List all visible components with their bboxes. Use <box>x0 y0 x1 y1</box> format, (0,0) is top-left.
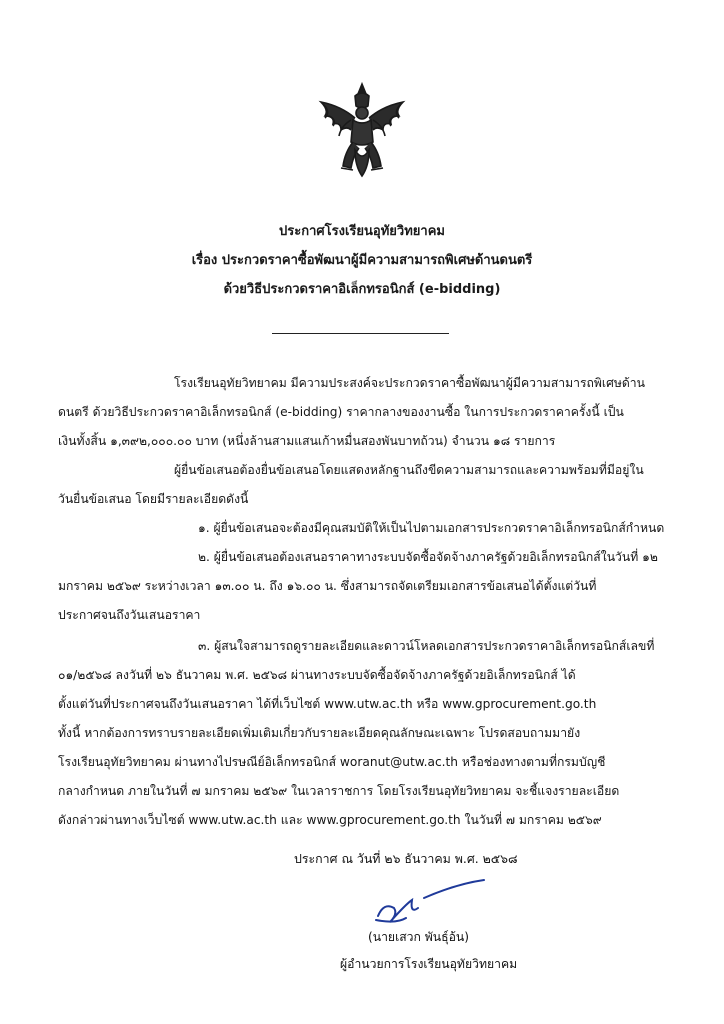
body-line: มกราคม ๒๕๖๙ ระหว่างเวลา ๑๓.๐๐ น. ถึง ๑๖.๐๐ น. ซึ่งสามารถจัดเตรียมเอกสารข้อเสนอได้ตั้งแต่วันที่ <box>58 579 597 593</box>
body-line: โรงเรียนอุทัยวิทยาคม มีความประสงค์จะประกวดราคาซื้อพัฒนาผู้มีความสามารถพิเศษด้าน <box>174 376 645 390</box>
body-line: ทั้งนี้ หากต้องการทราบรายละเอียดเพิ่มเติมเกี่ยวกับรายละเอียดคุณลักษณะเฉพาะ โปรดสอบถามมายัง <box>58 726 581 740</box>
body-line: ๓. ผู้สนใจสามารถดูรายละเอียดและดาวน์โหลดเอกสารประกวดราคาอิเล็กทรอนิกส์เลขที่ <box>198 639 655 653</box>
body-line: ตั้งแต่วันที่ประกาศจนถึงวันเสนอราคา ได้ที่เว็บไซต์ www.utw.ac.th หรือ www.gprocurement.go.th <box>58 697 597 711</box>
body-line: ผู้ยื่นข้อเสนอต้องยื่นข้อเสนอโดยแสดงหลักฐานถึงขีดความสามารถและความพร้อมที่มีอยู่ใน <box>174 463 644 477</box>
garuda-emblem-icon <box>311 80 413 188</box>
body-line: ๐๑/๒๕๖๘ ลงวันที่ ๒๖ ธันวาคม พ.ศ. ๒๕๖๘ ผ่านทางระบบจัดซื้อจัดจ้างภาครัฐด้วยอิเล็กทรอนิกส์ ได้ <box>58 668 576 682</box>
body-line: ประกาศจนถึงวันเสนอราคา <box>58 608 201 622</box>
body-line: วันยื่นข้อเสนอ โดยมีรายละเอียดดังนี้ <box>58 492 249 506</box>
body-line: ๑. ผู้ยื่นข้อเสนอจะต้องมีคุณสมบัติให้เป็นไปตามเอกสารประกวดราคาอิเล็กทรอนิกส์กำหนด <box>198 521 665 535</box>
announcement-subject: เรื่อง ประกวดราคาซื้อพัฒนาผู้มีความสามารถพิเศษด้านดนตรี <box>191 253 533 268</box>
signer-name: (นายเสวก พันธุ์อ้น) <box>368 930 469 944</box>
body-line: เงินทั้งสิ้น ๑,๓๙๒,๐๐๐.๐๐ บาท (หนึ่งล้านสามแสนเก้าหมื่นสองพันบาทถ้วน) จำนวน ๑๘ รายการ <box>58 434 556 448</box>
body-line: ดนตรี ด้วยวิธีประกวดราคาอิเล็กทรอนิกส์ (e-bidding) ราคากลางของงานซื้อ ในการประกวดราคาครั้งนี้ เป็น <box>58 405 624 419</box>
announcement-title: ประกาศโรงเรียนอุทัยวิทยาคม <box>279 224 445 239</box>
announcement-method: ด้วยวิธีประกวดราคาอิเล็กทรอนิกส์ (e-bidding) <box>223 282 501 297</box>
title-divider <box>272 333 449 334</box>
handwritten-signature <box>366 874 496 934</box>
announcement-date: ประกาศ ณ วันที่ ๒๖ ธันวาคม พ.ศ. ๒๕๖๘ <box>294 851 518 866</box>
body-line: กลางกำหนด ภายในวันที่ ๗ มกราคม ๒๕๖๙ ในเวลาราชการ โดยโรงเรียนอุทัยวิทยาคม จะชี้แจงรายละเอียด <box>58 784 620 798</box>
signer-title: ผู้อำนวยการโรงเรียนอุทัยวิทยาคม <box>340 957 518 971</box>
body-line: ดังกล่าวผ่านทางเว็บไซต์ www.utw.ac.th และ www.gprocurement.go.th ในวันที่ ๗ มกราคม ๒๕๖๙ <box>58 813 602 827</box>
body-line: ๒. ผู้ยื่นข้อเสนอต้องเสนอราคาทางระบบจัดซื้อจัดจ้างภาครัฐด้วยอิเล็กทรอนิกส์ในวันที่ ๑๒ <box>198 550 658 564</box>
body-line: โรงเรียนอุทัยวิทยาคม ผ่านทางไปรษณีย์อิเล็กทรอนิกส์ woranut@utw.ac.th หรือช่องทางตามที่กรมบัญชี <box>58 755 606 769</box>
